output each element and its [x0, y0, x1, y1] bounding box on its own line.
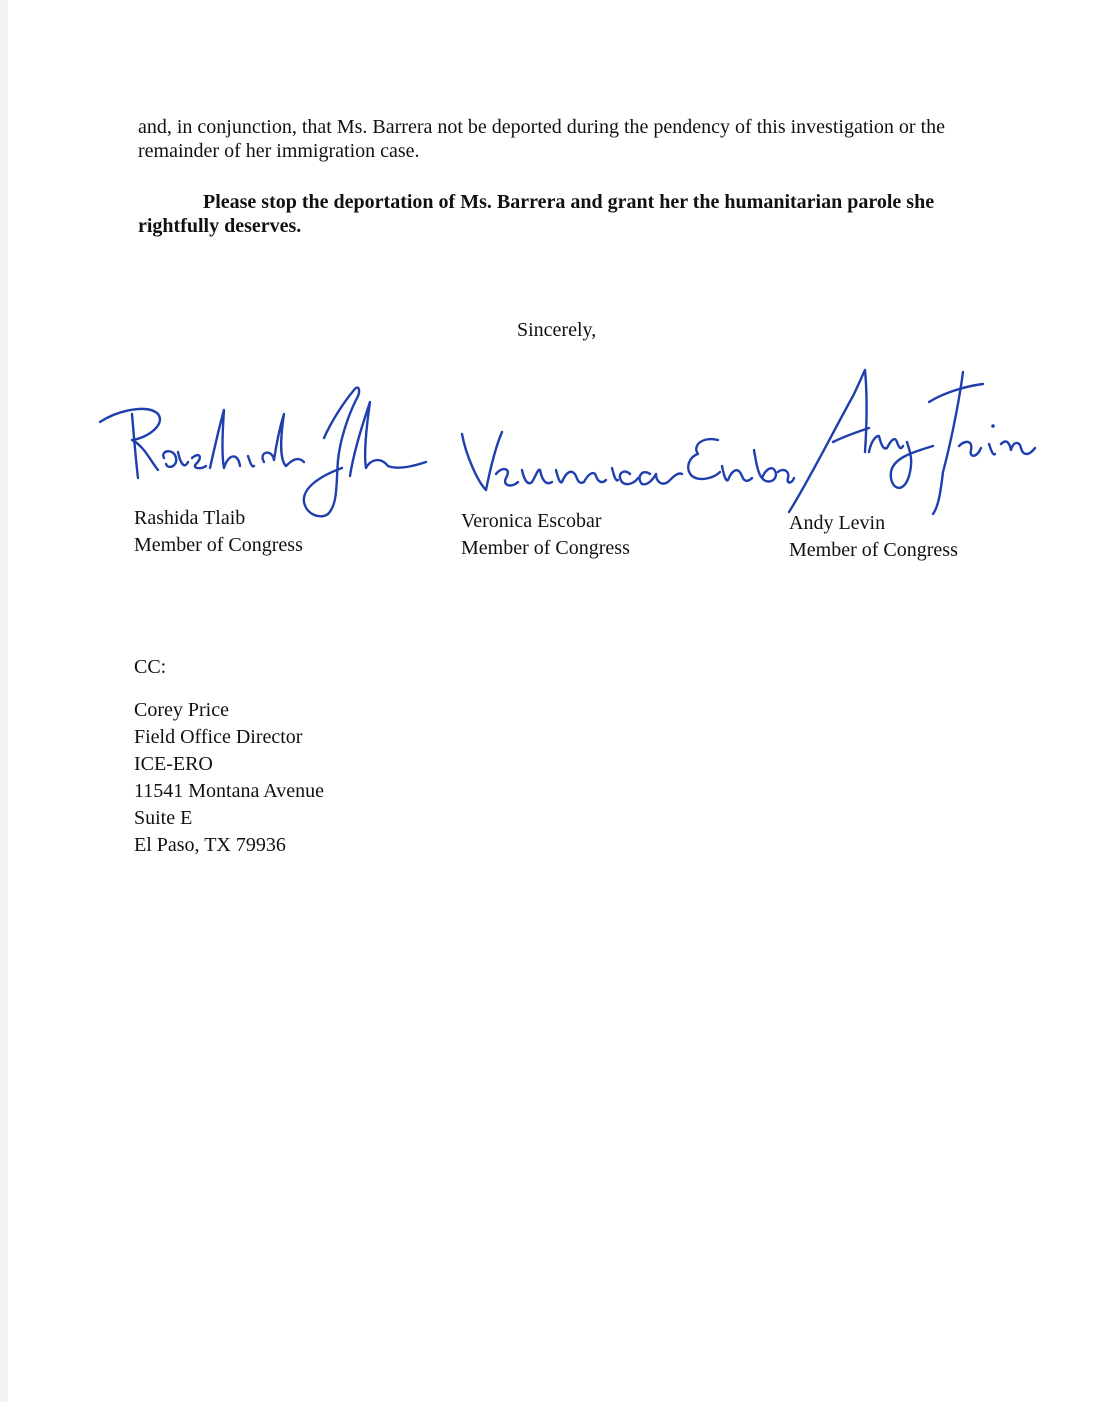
cc-recipient-address [134, 697, 324, 859]
signature-andy-levin [783, 362, 1043, 522]
signer-block-rashida-tlaib [134, 505, 303, 559]
signer-name: Rashida Tlaib [134, 507, 246, 529]
signer-block-andy-levin [789, 510, 958, 564]
cc-recipient-suite: Suite E [134, 807, 193, 829]
cc-recipient-title: Field Office Director [134, 726, 303, 748]
cc-recipient-name: Corey Price [134, 699, 229, 721]
body-paragraph-2-bold: Please stop the deportation of Ms. Barrera and grant her the humanitarian parole she rightfully deserves. [138, 191, 935, 237]
signer-block-veronica-escobar [461, 508, 630, 562]
body-paragraph-1: and, in conjunction, that Ms. Barrera not be deported during the pendency of this investigation or the remainder of her immigration case. [138, 116, 946, 162]
cc-recipient-office: ICE-ERO [134, 753, 213, 775]
signer-title: Member of Congress [134, 534, 303, 556]
cc-recipient-city: El Paso, TX 79936 [134, 834, 286, 856]
signer-name: Andy Levin [789, 512, 886, 534]
cc-recipient-street: 11541 Montana Avenue [134, 780, 324, 802]
closing-salutation: Sincerely, [517, 319, 597, 341]
signer-title: Member of Congress [789, 539, 958, 561]
letter-page [8, 0, 1093, 1402]
signer-title: Member of Congress [461, 537, 630, 559]
signer-name: Veronica Escobar [461, 510, 602, 532]
signature-rashida-tlaib [88, 380, 428, 520]
signature-veronica-escobar [456, 420, 796, 500]
cc-label: CC: [134, 656, 167, 678]
